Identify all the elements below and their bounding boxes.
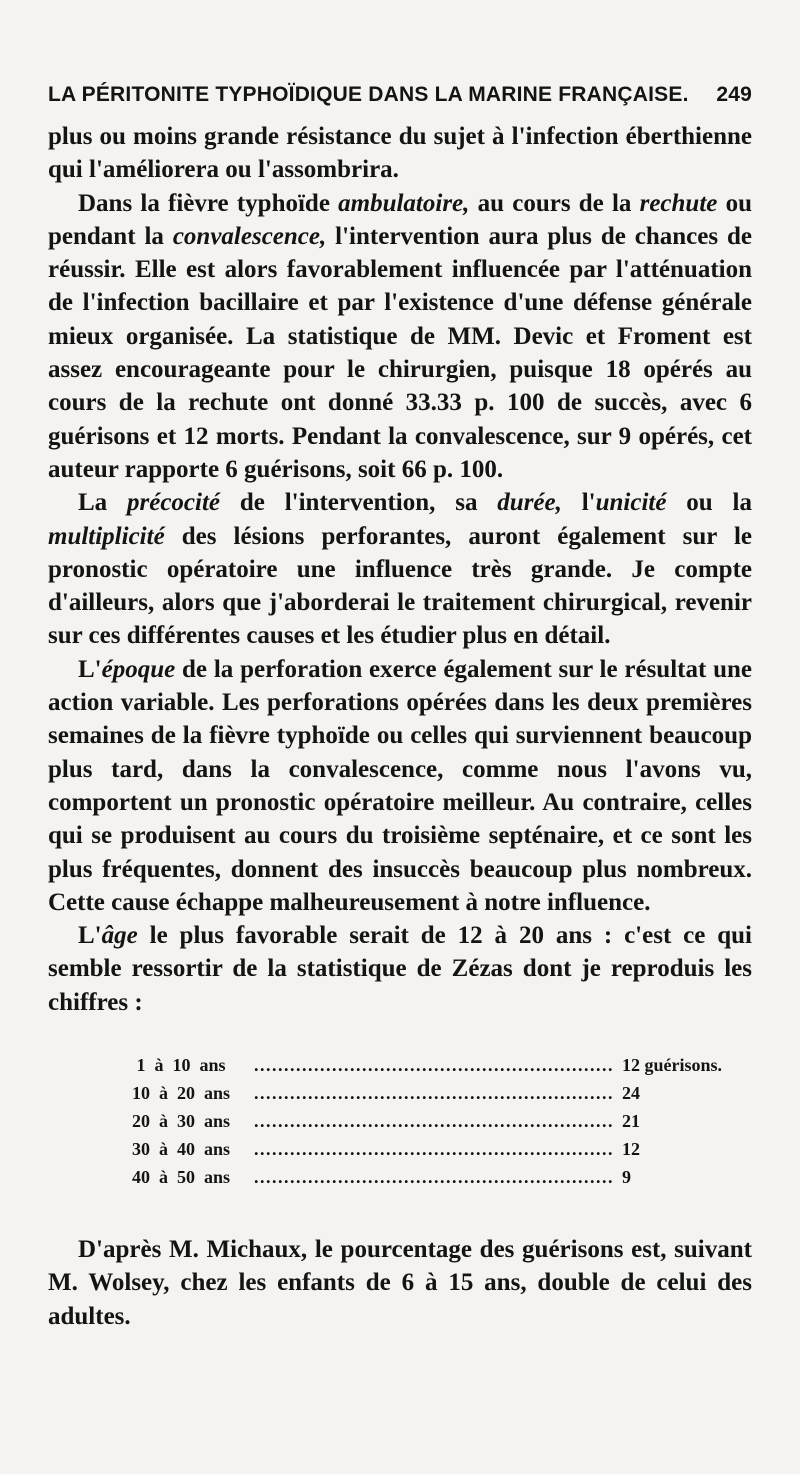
age-range: 1 à 10 ans bbox=[132, 1055, 226, 1076]
italic-term: unicité bbox=[595, 489, 667, 517]
italic-term: époque bbox=[101, 655, 176, 683]
text-run: L' bbox=[78, 922, 102, 950]
leader-dots bbox=[254, 1111, 612, 1132]
page-number: 249 bbox=[716, 83, 752, 106]
paragraph-2 bbox=[48, 187, 752, 487]
running-title: LA PÉRITONITE TYPHOÏDIQUE DANS LA MARINE FRANÇAISE. bbox=[48, 83, 689, 106]
recovery-count: 24 bbox=[622, 1083, 640, 1104]
text-run: Dans la fièvre typhoïde bbox=[78, 189, 339, 217]
text-run: au cours de la bbox=[469, 189, 640, 217]
recovery-count: 12 bbox=[622, 1139, 640, 1160]
italic-term: durée, bbox=[497, 489, 562, 517]
age-range: 30 à 40 ans bbox=[132, 1139, 231, 1160]
leader-dots bbox=[254, 1139, 612, 1160]
paragraph-6 bbox=[48, 1233, 752, 1333]
italic-term: rechute bbox=[639, 189, 718, 217]
italic-term: convalescence, bbox=[172, 222, 327, 250]
age-range: 10 à 20 ans bbox=[132, 1083, 231, 1104]
text-run: des lésions perforantes, auront également sur le pronostic opératoire une influence très grande. Je compte d'ailleurs, alors que j'aborderai le traitement chirurgical, revenir sur ces différentes causes et les étudier plus en détail. bbox=[48, 522, 752, 650]
leader-dots bbox=[254, 1083, 612, 1104]
italic-term: ambulatoire, bbox=[338, 189, 470, 217]
text-run: ou pendant la bbox=[48, 189, 752, 250]
text-run: le plus favorable serait de 12 à 20 ans : c'est ce qui semble ressortir de la statistique de Zézas dont je reproduis les chiffres : bbox=[48, 922, 752, 1016]
paragraph-4 bbox=[48, 653, 752, 919]
text-run: de l'intervention, sa bbox=[220, 489, 498, 517]
paragraph-1-text: plus ou moins grande résistance du sujet à l'infection éberthienne qui l'améliorera ou l'assombrira. bbox=[48, 123, 752, 184]
leader-dots bbox=[254, 1167, 612, 1188]
page bbox=[48, 78, 752, 1333]
text-run: l' bbox=[561, 489, 596, 517]
italic-term: multiplicité bbox=[48, 522, 165, 550]
italic-term: précocité bbox=[127, 489, 221, 517]
leader-dots bbox=[254, 1055, 612, 1076]
paragraph-3 bbox=[48, 486, 752, 652]
recovery-count: 21 bbox=[622, 1111, 640, 1132]
text-run: La bbox=[78, 489, 128, 517]
table-row bbox=[132, 1139, 752, 1167]
paragraph-1 bbox=[48, 120, 752, 187]
paragraph-5 bbox=[48, 919, 752, 1019]
table-row bbox=[132, 1083, 752, 1111]
running-head bbox=[48, 78, 752, 112]
text-run: ou la bbox=[666, 489, 752, 517]
text-run: l'intervention aura plus de chances de réussir. Elle est alors favorablement influencée par l'atténuation de l'infection bacillaire et par l'existence d'une défense générale mieux organisée. La statistique de MM. Devic et Froment est assez encourageante pour le chirurgien, puisque 18 opérés au cours de la rechute ont donné 33.33 p. 100 de succès, avec 6 guérisons et 12 morts. Pendant la convalescence, sur 9 opérés, cet auteur rapporte 6 guérisons, soit 66 p. 100. bbox=[48, 222, 752, 483]
age-statistics-table bbox=[132, 1055, 752, 1195]
age-range: 20 à 30 ans bbox=[132, 1111, 231, 1132]
paragraph-6-text: D'après M. Michaux, le pourcentage des guérisons est, suivant M. Wolsey, chez les enfants de 6 à 15 ans, double de celui des adultes. bbox=[48, 1236, 752, 1330]
text-run: de la perforation exerce également sur le résultat une action variable. Les perforations opérées dans les deux premières semaines de la fièvre typhoïde ou celles qui surviennent beaucoup plus tard, dans la convalescence, comme nous l'avons vu, comportent un pronostic opératoire meilleur. Au contraire, celles qui se produisent au cours du troisième septénaire, et ce sont les plus fréquentes, donnent des insuccès beaucoup plus nombreux. Cette cause échappe malheureusement à notre influence. bbox=[48, 655, 752, 916]
age-range: 40 à 50 ans bbox=[132, 1167, 231, 1188]
table-row bbox=[132, 1167, 752, 1195]
recovery-count: 9 bbox=[622, 1167, 631, 1188]
table-row bbox=[132, 1055, 752, 1083]
recovery-count: 12 guérisons. bbox=[622, 1055, 723, 1076]
italic-term: âge bbox=[101, 922, 138, 950]
table-row bbox=[132, 1111, 752, 1139]
text-run: L' bbox=[78, 655, 102, 683]
